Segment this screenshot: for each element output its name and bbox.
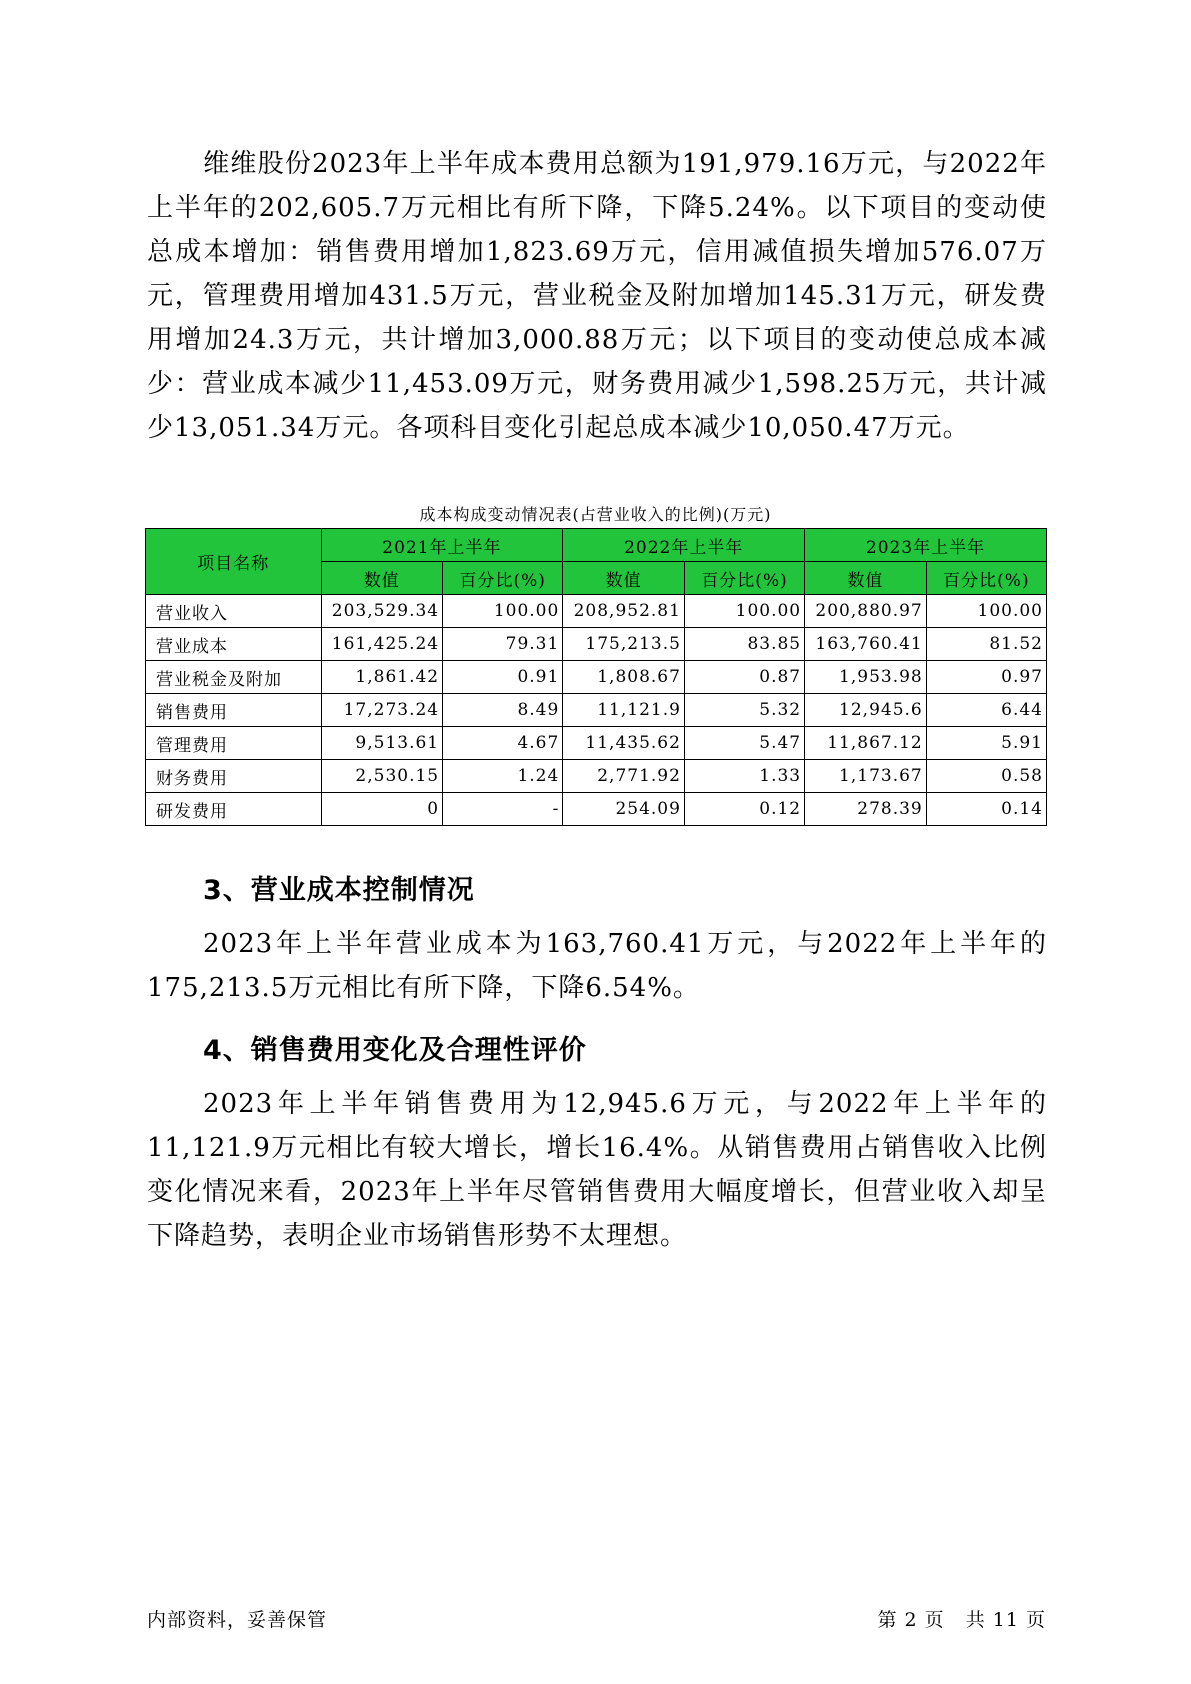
table-cell: 2,771.92 xyxy=(563,760,685,793)
header-percent: 百分比(%) xyxy=(926,562,1046,595)
row-name: 管理费用 xyxy=(146,727,322,760)
table-row xyxy=(146,595,1047,628)
table-row xyxy=(146,628,1047,661)
table-cell: 1,861.42 xyxy=(321,661,443,694)
header-value: 数值 xyxy=(321,562,443,595)
header-item-name: 项目名称 xyxy=(146,529,322,595)
table-row xyxy=(146,793,1047,826)
header-percent: 百分比(%) xyxy=(443,562,563,595)
table-cell: 17,273.24 xyxy=(321,694,443,727)
table-row xyxy=(146,661,1047,694)
table-row xyxy=(146,727,1047,760)
table-cell: 5.32 xyxy=(684,694,804,727)
table-cell: 1,808.67 xyxy=(563,661,685,694)
table-cell: 200,880.97 xyxy=(805,595,927,628)
table-cell: 0.12 xyxy=(684,793,804,826)
row-name: 研发费用 xyxy=(146,793,322,826)
table-cell: 83.85 xyxy=(684,628,804,661)
paragraph-text: 维维股份2023年上半年成本费用总额为191,979.16万元，与2022年上半年的202,605.7万元相比有所下降，下降5.24%。以下项目的变动使总成本增加：销售费用增加1,823.69万元，信用减值损失增加576.07万元，管理费用增加431.5万元，营业税金及附加增加145.31万元，研发费用增加24.3万元，共计增加3,000.88万元；以下项目的变动使总成本减少：营业成本减少11,453.09万元，财务费用减少1,598.25万元，共计减少13,051.34万元。各项科目变化引起总成本减少10,050.47万元。 xyxy=(147,149,1047,443)
table-cell: - xyxy=(443,793,563,826)
paragraph-sales-expense xyxy=(147,1082,1047,1258)
header-value: 数值 xyxy=(563,562,685,595)
table-cell: 1,953.98 xyxy=(805,661,927,694)
cost-structure-table xyxy=(145,528,1047,826)
table-cell: 6.44 xyxy=(926,694,1046,727)
table-cell: 0 xyxy=(321,793,443,826)
table-cell: 1.24 xyxy=(443,760,563,793)
table-caption: 成本构成变动情况表(占营业收入的比例)(万元) xyxy=(419,505,772,524)
section-heading-sales-expense: 4、销售费用变化及合理性评价 xyxy=(203,1035,587,1066)
row-name: 营业税金及附加 xyxy=(146,661,322,694)
table-row xyxy=(146,694,1047,727)
row-name: 营业成本 xyxy=(146,628,322,661)
table-cell: 5.91 xyxy=(926,727,1046,760)
table-cell: 208,952.81 xyxy=(563,595,685,628)
table-cell: 100.00 xyxy=(684,595,804,628)
table-cell: 11,867.12 xyxy=(805,727,927,760)
table-cell: 278.39 xyxy=(805,793,927,826)
header-period-2022: 2022年上半年 xyxy=(563,529,805,562)
table-cell: 2,530.15 xyxy=(321,760,443,793)
table-cell: 1,173.67 xyxy=(805,760,927,793)
table-cell: 4.67 xyxy=(443,727,563,760)
table-cell: 5.47 xyxy=(684,727,804,760)
header-value: 数值 xyxy=(805,562,927,595)
table-cell: 0.87 xyxy=(684,661,804,694)
table-cell: 163,760.41 xyxy=(805,628,927,661)
row-name: 销售费用 xyxy=(146,694,322,727)
table-cell: 79.31 xyxy=(443,628,563,661)
footer-page-number: 第 2 页 共 11 页 xyxy=(877,1609,1046,1631)
table-row xyxy=(146,760,1047,793)
table-cell: 100.00 xyxy=(443,595,563,628)
table-cell: 12,945.6 xyxy=(805,694,927,727)
paragraph-cost-summary xyxy=(147,142,1047,450)
table-cell: 0.97 xyxy=(926,661,1046,694)
table-cell: 203,529.34 xyxy=(321,595,443,628)
table-cell: 11,435.62 xyxy=(563,727,685,760)
table-cell: 0.58 xyxy=(926,760,1046,793)
header-period-2023: 2023年上半年 xyxy=(805,529,1047,562)
table-cell: 100.00 xyxy=(926,595,1046,628)
table-cell: 0.14 xyxy=(926,793,1046,826)
table-cell: 175,213.5 xyxy=(563,628,685,661)
header-period-2021: 2021年上半年 xyxy=(321,529,563,562)
table-cell: 161,425.24 xyxy=(321,628,443,661)
paragraph-operating-cost xyxy=(147,922,1047,1010)
table-cell: 11,121.9 xyxy=(563,694,685,727)
header-percent: 百分比(%) xyxy=(684,562,804,595)
table-cell: 254.09 xyxy=(563,793,685,826)
paragraph-text: 2023年上半年销售费用为12,945.6万元，与2022年上半年的11,121.9万元相比有较大增长，增长16.4%。从销售费用占销售收入比例变化情况来看，2023年上半年尽管销售费用大幅度增长，但营业收入却呈下降趋势，表明企业市场销售形势不太理想。 xyxy=(147,1089,1047,1251)
row-name: 财务费用 xyxy=(146,760,322,793)
row-name: 营业收入 xyxy=(146,595,322,628)
table-cell: 8.49 xyxy=(443,694,563,727)
footer-confidential-note: 内部资料，妥善保管 xyxy=(147,1609,328,1631)
table-cell: 0.91 xyxy=(443,661,563,694)
table-cell: 1.33 xyxy=(684,760,804,793)
paragraph-text: 2023年上半年营业成本为163,760.41万元，与2022年上半年的175,213.5万元相比有所下降，下降6.54%。 xyxy=(147,929,1047,1003)
section-heading-operating-cost: 3、营业成本控制情况 xyxy=(203,875,475,906)
table-cell: 81.52 xyxy=(926,628,1046,661)
table-cell: 9,513.61 xyxy=(321,727,443,760)
